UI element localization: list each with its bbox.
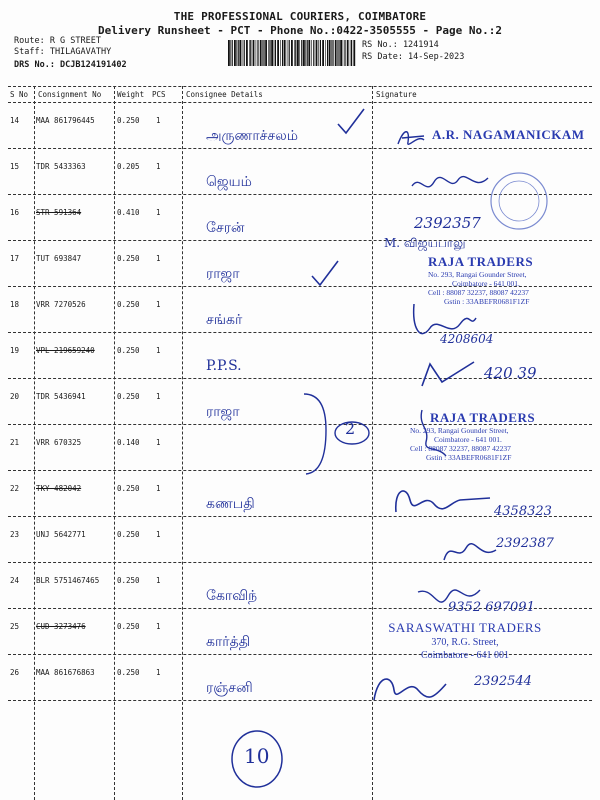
- row-serial: 25: [10, 622, 20, 631]
- signature-number: 420 39: [484, 364, 537, 382]
- row-consignee-handwritten: கணபதி: [206, 496, 255, 512]
- signature-number: 4208604: [440, 332, 494, 346]
- row-serial: 23: [10, 530, 20, 539]
- row-consignment-no: UNJ 5642771: [36, 530, 86, 539]
- row-weight: 0.250: [117, 392, 140, 401]
- row-serial: 15: [10, 162, 20, 171]
- row-separator: [8, 562, 592, 563]
- row-serial: 26: [10, 668, 20, 677]
- col-header-weight: Weight: [117, 90, 145, 99]
- row-consignment-no: TDR 5433363: [36, 162, 86, 171]
- row-separator: [8, 700, 592, 701]
- row-pcs: 1: [156, 300, 161, 309]
- signature-scribble: [410, 172, 490, 198]
- header-rule-bottom: [8, 102, 592, 103]
- row-consignee-handwritten: ராஜா: [206, 266, 240, 282]
- row-serial: 20: [10, 392, 20, 401]
- row-pcs: 1: [156, 438, 161, 447]
- row-consignee-handwritten: சேரன்: [206, 220, 245, 236]
- row-consignee-handwritten: கார்த்தி: [206, 634, 251, 650]
- col-header-consignee: Consignee Details: [186, 90, 263, 99]
- row-separator: [8, 148, 592, 149]
- row-consignment-no: TUT 693847: [36, 254, 82, 263]
- row-consignment-no: TKY 482042: [36, 484, 82, 493]
- stamp-raja-traders: RAJA TRADERS No. 293, Rangai Gounder Street, Coimbatore - 641 001. Cell : 88087 32237, 88087 42237 Gstin : 33ABEFR0681F1ZF: [410, 410, 536, 462]
- row-weight: 0.410: [117, 208, 140, 217]
- row-consignee-handwritten: அருணாச்சலம்: [206, 128, 299, 144]
- stamp-saraswathi-traders: SARASWATHI TRADERS 370, R.G. Street, Coimbatore - 641 001: [388, 620, 542, 661]
- runsheet-subtitle: Delivery Runsheet - PCT - Phone No.:0422-3505555 - Page No.:2: [98, 24, 502, 37]
- row-consignee-handwritten: சங்கர்: [206, 312, 243, 328]
- circled-mark-value: 2: [345, 419, 356, 438]
- row-pcs: 1: [156, 162, 161, 171]
- row-weight: 0.250: [117, 300, 140, 309]
- signature-number: 2392387: [496, 536, 554, 551]
- row-serial: 21: [10, 438, 20, 447]
- row-consignment-no: MAA 861796445: [36, 116, 95, 125]
- col-header-consignment: Consignment No: [38, 90, 102, 99]
- signature-scribble: [370, 670, 450, 710]
- row-pcs: 1: [156, 530, 161, 539]
- row-consignee-handwritten: P.P.S.: [206, 358, 242, 374]
- row-consignment-no: BLR 5751467465: [36, 576, 100, 585]
- signature-name: M. விஜயபாலு: [384, 236, 466, 250]
- signature-scribble: [440, 536, 500, 566]
- row-pcs: 1: [156, 254, 161, 263]
- row-pcs: 1: [156, 346, 161, 355]
- row-consignee-handwritten: ராஜா: [206, 404, 240, 420]
- row-consignee-handwritten: ஜெயம்: [206, 174, 252, 190]
- drs-number: DRS No.: DCJB124191402: [14, 60, 127, 70]
- row-consignment-no: CUD 3273476: [36, 622, 86, 631]
- row-weight: 0.140: [117, 438, 140, 447]
- row-weight: 0.250: [117, 484, 140, 493]
- row-weight: 0.250: [117, 254, 140, 263]
- row-serial: 14: [10, 116, 20, 125]
- stamp-nagamanickam: A.R. NAGAMANICKAM: [432, 127, 585, 142]
- signature-number: 2392544: [474, 674, 532, 689]
- row-consignment-no: VRR 7270526: [36, 300, 86, 309]
- stamp-raja-traders: RAJA TRADERS No. 293, Rangai Gounder Street, Coimbatore - 641 001. Cell : 88087 32237, 88087 42237 Gstin : 33ABEFR0681F1ZF: [428, 254, 534, 306]
- row-serial: 17: [10, 254, 20, 263]
- row-weight: 0.250: [117, 668, 140, 677]
- row-pcs: 1: [156, 576, 161, 585]
- row-serial: 18: [10, 300, 20, 309]
- row-pcs: 1: [156, 668, 161, 677]
- row-pcs: 1: [156, 116, 161, 125]
- signature-scribble: [418, 356, 478, 390]
- row-weight: 0.250: [117, 530, 140, 539]
- stamp-seal: [488, 170, 550, 232]
- group-bracket: [300, 390, 334, 480]
- signature-number: 4358323: [494, 504, 552, 519]
- rs-date: RS Date: 14-Sep-2023: [362, 52, 465, 62]
- signature-number: 9352 697091: [448, 600, 535, 615]
- row-pcs: 1: [156, 392, 161, 401]
- signature-scribble: [390, 482, 500, 522]
- row-consignment-no: MAA 861676863: [36, 668, 95, 677]
- row-consignee-handwritten: ரஞ்சனி: [206, 680, 253, 696]
- signature-scribble: [396, 126, 428, 152]
- route-label: Route: R G STREET: [14, 36, 101, 46]
- row-weight: 0.250: [117, 346, 140, 355]
- col-header-pcs: PCS: [152, 90, 166, 99]
- row-pcs: 1: [156, 622, 161, 631]
- tick-mark: [336, 106, 366, 136]
- col-header-signature: Signature: [376, 90, 417, 99]
- company-title: THE PROFESSIONAL COURIERS, COIMBATORE: [173, 10, 427, 23]
- row-serial: 19: [10, 346, 20, 355]
- staff-label: Staff: THILAGAVATHY: [14, 47, 112, 57]
- row-consignment-no: STR 591364: [36, 208, 82, 217]
- row-consignment-no: VPL 219659240: [36, 346, 95, 355]
- row-serial: 24: [10, 576, 20, 585]
- header-rule-top: [8, 86, 592, 87]
- rs-number: RS No.: 1241914: [362, 40, 439, 50]
- tick-mark: [310, 258, 340, 288]
- row-weight: 0.205: [117, 162, 140, 171]
- row-consignment-no: TDR 5436941: [36, 392, 86, 401]
- row-weight: 0.250: [117, 576, 140, 585]
- row-consignee-handwritten: கோவிந்: [206, 588, 258, 604]
- row-pcs: 1: [156, 208, 161, 217]
- row-pcs: 1: [156, 484, 161, 493]
- col-header-sno: S No: [10, 90, 29, 99]
- row-consignment-no: VRR 670325: [36, 438, 82, 447]
- row-weight: 0.250: [117, 116, 140, 125]
- row-weight: 0.250: [117, 622, 140, 631]
- signature-number: 2392357: [414, 214, 481, 232]
- row-separator: [8, 332, 592, 333]
- row-separator: [8, 240, 592, 241]
- circled-total-value: 10: [244, 744, 270, 768]
- barcode-image: [228, 40, 356, 66]
- row-serial: 22: [10, 484, 20, 493]
- row-serial: 16: [10, 208, 20, 217]
